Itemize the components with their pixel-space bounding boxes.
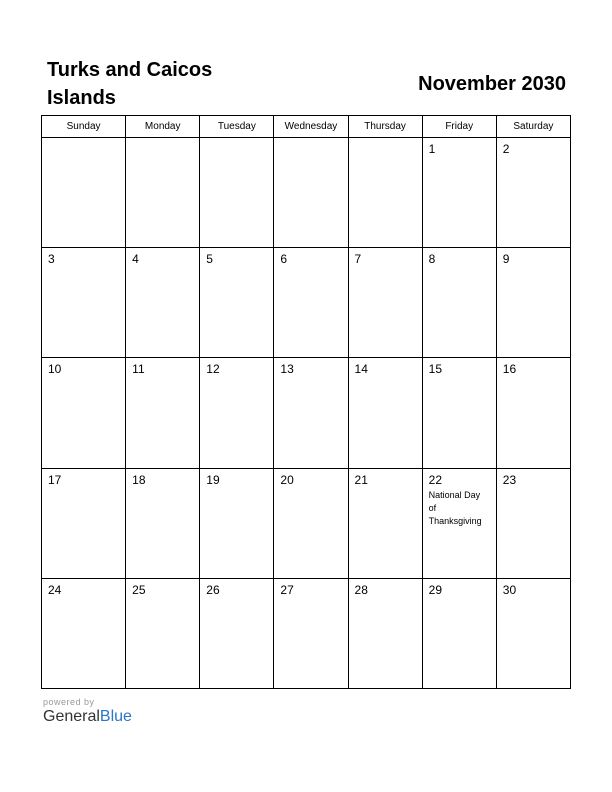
- day-cell: [200, 468, 274, 578]
- day-number: 12: [206, 362, 220, 377]
- holiday-label: National Day of Thanksgiving: [428, 489, 482, 526]
- day-number: 4: [132, 252, 139, 267]
- week-row: [42, 578, 571, 688]
- country-title: Turks and Caicos Islands: [47, 59, 213, 109]
- day-number: 1: [428, 142, 436, 156]
- day-cell: [42, 358, 126, 468]
- day-cell: [274, 578, 348, 688]
- day-number: 9: [502, 252, 510, 267]
- day-cell: [348, 248, 422, 358]
- day-number: 27: [280, 582, 294, 597]
- powered-by-label: powered by: [43, 697, 95, 707]
- weekday-header-row: [42, 116, 571, 138]
- day-number: 22: [428, 472, 443, 487]
- weekday-header: Friday: [422, 116, 496, 138]
- day-cell: [126, 468, 200, 578]
- day-number: 28: [354, 582, 368, 597]
- day-cell: [422, 358, 496, 468]
- day-number: 17: [48, 472, 62, 487]
- day-cell: [422, 468, 496, 578]
- day-number: 5: [206, 252, 213, 267]
- day-number: 3: [48, 252, 55, 267]
- day-cell: [126, 358, 200, 468]
- empty-day-cell: [42, 138, 126, 248]
- day-cell: [348, 468, 422, 578]
- day-number: 30: [502, 582, 517, 597]
- day-number: 16: [502, 362, 517, 377]
- day-number: 6: [280, 252, 288, 267]
- day-number: 14: [354, 362, 368, 377]
- day-cell: [348, 358, 422, 468]
- brand-general: General: [43, 708, 100, 725]
- day-number: 10: [48, 362, 62, 377]
- empty-day-cell: [126, 138, 200, 248]
- day-cell: [126, 248, 200, 358]
- brand-logo: [43, 708, 132, 726]
- day-cell: [200, 578, 274, 688]
- month-year-title: November 2030: [418, 73, 566, 95]
- day-cell: [496, 138, 570, 248]
- weekday-header: Monday: [126, 116, 200, 138]
- day-cell: [422, 578, 496, 688]
- day-cell: [126, 578, 200, 688]
- day-number: 20: [280, 472, 294, 487]
- day-cell: [42, 248, 126, 358]
- calendar-grid: [41, 115, 571, 689]
- day-number: 23: [502, 472, 517, 487]
- day-cell: [422, 248, 496, 358]
- weekday-header: Thursday: [348, 116, 422, 138]
- empty-day-cell: [274, 138, 348, 248]
- footer-branding: [43, 697, 132, 726]
- day-number: 7: [354, 252, 362, 267]
- day-number: 8: [428, 252, 436, 267]
- day-cell: [42, 468, 126, 578]
- day-number: 25: [132, 582, 146, 597]
- day-number: 15: [428, 362, 443, 377]
- day-cell: [496, 578, 570, 688]
- day-cell: [42, 578, 126, 688]
- day-cell: [496, 468, 570, 578]
- day-number: 21: [354, 472, 368, 487]
- day-number: 29: [428, 582, 443, 597]
- day-cell: [200, 248, 274, 358]
- week-row: [42, 358, 571, 468]
- day-cell: [348, 578, 422, 688]
- day-number: 2: [502, 142, 510, 156]
- day-number: 26: [206, 582, 220, 597]
- day-number: 19: [206, 472, 220, 487]
- day-number: 18: [132, 472, 146, 487]
- day-number: 11: [132, 362, 145, 377]
- day-cell: [274, 468, 348, 578]
- day-cell: [200, 358, 274, 468]
- day-number: 24: [48, 582, 62, 597]
- day-cell: [496, 248, 570, 358]
- weekday-header: Wednesday: [274, 116, 348, 138]
- weekday-header: Saturday: [496, 116, 570, 138]
- week-row: [42, 248, 571, 358]
- empty-day-cell: [348, 138, 422, 248]
- week-row: [42, 468, 571, 578]
- day-number: 13: [280, 362, 294, 377]
- day-cell: [274, 358, 348, 468]
- day-cell: [422, 138, 496, 248]
- empty-day-cell: [200, 138, 274, 248]
- weekday-header: Sunday: [42, 116, 126, 138]
- day-cell: [274, 248, 348, 358]
- brand-blue: Blue: [99, 708, 132, 725]
- day-cell: [496, 358, 570, 468]
- week-row: [42, 138, 571, 248]
- weekday-header: Tuesday: [200, 116, 274, 138]
